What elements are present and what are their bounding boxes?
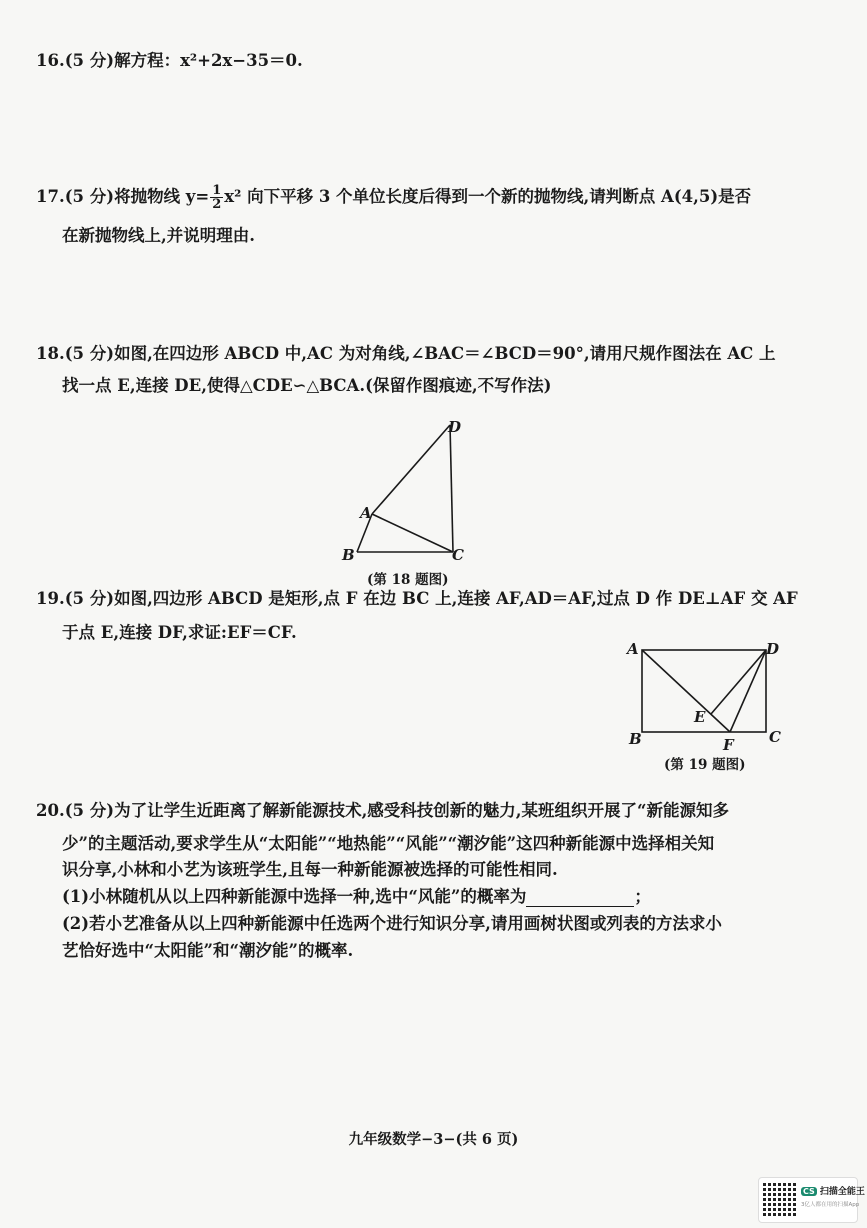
- question-17: [36, 184, 751, 211]
- question-20-sub2-cont: 艺恰好选中“太阳能”和“潮汐能”的概率.: [62, 941, 354, 960]
- question-20-sub1: [62, 883, 651, 907]
- question-text-b: x² 向下平移 3 个单位长度后得到一个新的抛物线,请判断点 A(4,5)是否: [224, 187, 752, 206]
- scanner-title: 扫描全能王: [819, 1187, 865, 1197]
- scanner-watermark: [758, 1177, 865, 1223]
- question-text: 如图,四边形 ABCD 是矩形,点 F 在边 BC 上,连接 AF,AD＝AF,过点 D 作 DE⊥AF 交 AF: [114, 589, 798, 608]
- figure-18-caption: (第 18 题图): [367, 572, 449, 588]
- point-label-c: C: [452, 546, 464, 564]
- figure-19-caption: (第 19 题图): [664, 757, 746, 773]
- question-points: (5 分): [64, 801, 115, 820]
- scanner-brand: [801, 1184, 865, 1197]
- segment-af: [642, 650, 730, 732]
- point-label-a: A: [360, 504, 372, 522]
- fraction: [210, 184, 223, 211]
- question-number: 18.: [36, 344, 65, 363]
- scanner-subtitle: 3亿人都在用的扫描App: [801, 1202, 860, 1208]
- question-text-a: 将抛物线 y=: [114, 187, 210, 206]
- point-label-d: D: [448, 418, 462, 436]
- answer-blank[interactable]: [526, 892, 634, 907]
- question-text: 解方程：x²+2x−35＝0.: [114, 51, 303, 70]
- segment-de: [711, 650, 766, 714]
- figure-19: [620, 632, 790, 752]
- sub1-end: ；: [634, 887, 651, 906]
- question-points: (5 分): [64, 589, 115, 608]
- page-footer: 九年级数学−3−(共 6 页): [348, 1131, 519, 1148]
- question-20: [36, 803, 729, 820]
- question-number: 16.: [36, 51, 65, 70]
- question-points: (5 分): [64, 187, 115, 206]
- question-number: 19.: [36, 589, 65, 608]
- question-20-line2: 少”的主题活动,要求学生从“太阳能”“地热能”“风能”“潮汐能”这四种新能源中选择相关知: [62, 834, 715, 853]
- question-points: (5 分): [64, 344, 115, 363]
- cs-logo-icon: CS: [803, 1187, 815, 1196]
- question-16: [36, 53, 303, 70]
- question-18: [36, 346, 776, 363]
- question-number: 20.: [36, 801, 65, 820]
- question-points: (5 分): [64, 51, 115, 70]
- point-label-f: F: [723, 736, 734, 752]
- question-17-line2: 在新抛物线上,并说明理由.: [62, 226, 255, 245]
- question-text: 如图,在四边形 ABCD 中,AC 为对角线,∠BAC＝∠BCD＝90°,请用尺规作图法在 AC 上: [114, 344, 776, 363]
- question-19: [36, 591, 798, 608]
- segment-ac: [372, 514, 453, 552]
- point-label-b: B: [629, 730, 642, 748]
- point-label-a: A: [627, 640, 639, 658]
- segment-dc: [450, 425, 453, 552]
- qr-code-icon: [763, 1182, 797, 1216]
- question-18-line2: 找一点 E,连接 DE,使得△CDE∽△BCA.(保留作图痕迹,不写作法): [62, 376, 552, 395]
- question-20-line3: 识分享,小林和小艺为该班学生,且每一种新能源被选择的可能性相同.: [62, 860, 558, 879]
- fraction-denominator: 2: [212, 197, 222, 212]
- segment-df: [730, 650, 766, 732]
- point-label-c: C: [769, 728, 781, 746]
- point-label-e: E: [694, 708, 706, 726]
- sub1-text: (1)小林随机从以上四种新能源中选择一种,选中“风能”的概率为: [62, 887, 527, 906]
- point-label-b: B: [342, 546, 355, 564]
- fraction-numerator: 1: [212, 183, 222, 198]
- segment-da: [372, 425, 450, 514]
- figure-18: [330, 410, 490, 570]
- question-20-sub2: (2)若小艺准备从以上四种新能源中任选两个进行知识分享,请用画树状图或列表的方法求小: [62, 914, 722, 933]
- question-text: 为了让学生近距离了解新能源技术,感受科技创新的魅力,某班组织开展了“新能源知多: [114, 801, 730, 820]
- question-number: 17.: [36, 187, 65, 206]
- point-label-d: D: [766, 640, 780, 658]
- question-19-line2: 于点 E,连接 DF,求证:EF＝CF.: [62, 623, 297, 642]
